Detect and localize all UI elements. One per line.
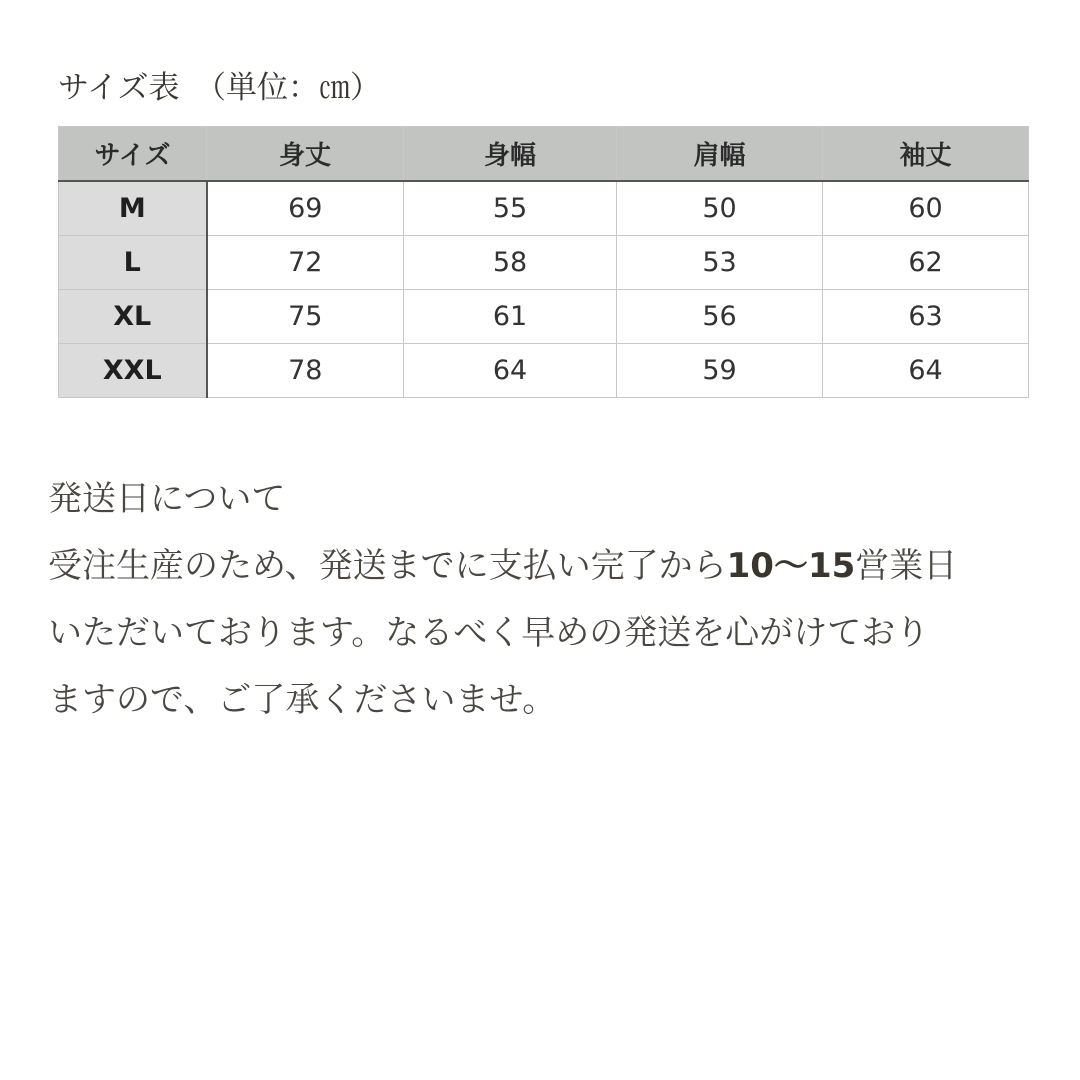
table-cell: 72 bbox=[207, 236, 404, 290]
size-label: XXL bbox=[59, 344, 207, 398]
table-cell: 55 bbox=[404, 181, 617, 236]
shipping-text-line-1 bbox=[48, 533, 1058, 600]
table-row bbox=[59, 181, 1029, 236]
table-cell: 56 bbox=[617, 290, 823, 344]
table-cell: 64 bbox=[404, 344, 617, 398]
size-label: M bbox=[59, 181, 207, 236]
table-header-row bbox=[59, 127, 1029, 182]
table-cell: 60 bbox=[823, 181, 1029, 236]
shipping-text-post: 営業日 bbox=[855, 546, 958, 586]
size-table bbox=[58, 126, 1029, 398]
table-cell: 53 bbox=[617, 236, 823, 290]
size-label: L bbox=[59, 236, 207, 290]
table-cell: 69 bbox=[207, 181, 404, 236]
table-cell: 61 bbox=[404, 290, 617, 344]
shipping-text-pre: 受注生産のため、発送までに支払い完了から bbox=[48, 546, 727, 586]
shipping-text-line-3: ますので、ご了承くださいませ。 bbox=[48, 680, 557, 720]
header-size: サイズ bbox=[59, 127, 207, 182]
table-cell: 63 bbox=[823, 290, 1029, 344]
header-body-width: 身幅 bbox=[404, 127, 617, 182]
table-row bbox=[59, 236, 1029, 290]
table-cell: 75 bbox=[207, 290, 404, 344]
size-label: XL bbox=[59, 290, 207, 344]
shipping-heading: 発送日について bbox=[48, 479, 286, 519]
header-shoulder-width: 肩幅 bbox=[617, 127, 823, 182]
table-cell: 59 bbox=[617, 344, 823, 398]
size-table-title: サイズ表 （単位：㎝） bbox=[58, 70, 382, 106]
header-sleeve-length: 袖丈 bbox=[823, 127, 1029, 182]
table-row bbox=[59, 344, 1029, 398]
table-row bbox=[59, 290, 1029, 344]
table-cell: 64 bbox=[823, 344, 1029, 398]
business-days-range: 10〜15 bbox=[726, 546, 856, 586]
table-cell: 50 bbox=[617, 181, 823, 236]
table-cell: 58 bbox=[404, 236, 617, 290]
table-cell: 62 bbox=[823, 236, 1029, 290]
shipping-text-line-2: いただいております。なるべく早めの発送を心がけており bbox=[48, 613, 930, 653]
table-cell: 78 bbox=[207, 344, 404, 398]
header-body-length: 身丈 bbox=[207, 127, 404, 182]
shipping-notice bbox=[48, 466, 1058, 734]
